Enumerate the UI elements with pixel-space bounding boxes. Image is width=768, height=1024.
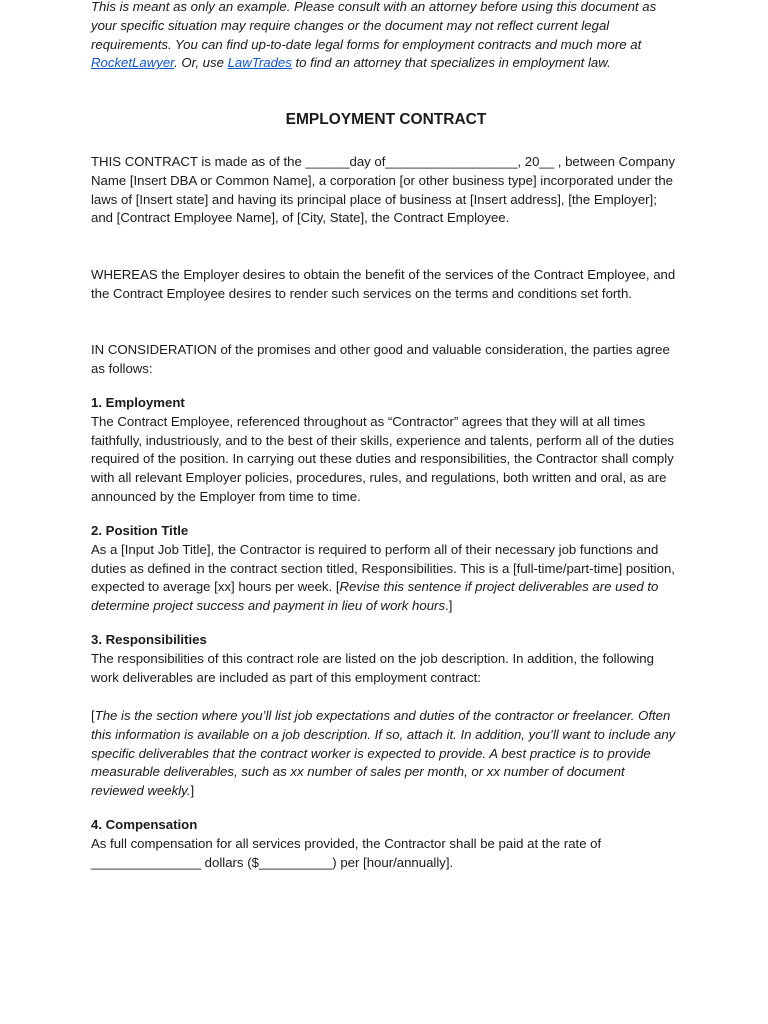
intro-paragraph: THIS CONTRACT is made as of the ______day of__________________, 20__ , between Company Name [Insert DBA or Common Name], a corporation [or other business type] incorporated under the laws of [Insert state] and having its principal place of business at [Insert address], [the Employer]; and [Contract Employee Name], of [City, State], the Contract Employee.: [91, 154, 676, 226]
note-close: ]: [190, 783, 195, 799]
section-body-employment: The Contract Employee, referenced throughout as “Contractor” agrees that they will at all times faithfully, industriously, and to the best of their skills, experience and talents, perform all of the duties required of the position. In carrying out these duties and responsibilities, the Contractor shall comply with all relevant Employer policies, procedures, rules, and regulations, both written and oral, as are announced by the Employer from time to time.: [91, 413, 674, 504]
section-heading-compensation: 4. Compensation: [91, 817, 198, 832]
section-body-responsibilities: The responsibilities of this contract role are listed on the job description. In addition, the following work deliverables are included as part of this employment contract:: [91, 650, 654, 685]
section-heading-position: 2. Position Title: [91, 523, 189, 538]
position-body-italic: Revise this sentence if project deliverables are used to determine project success and payment in lieu of work hours: [91, 579, 659, 614]
disclaimer-text-1: This is meant as only an example. Please consult with an attorney before using this document as your specific situation may require changes or the document may not reflect current legal requirements. You can find up-to-date legal forms for employment contracts and much more at: [91, 0, 657, 52]
whereas-paragraph: WHEREAS the Employer desires to obtain the benefit of the services of the Contract Employee, and the Contract Employee desires to render such services on the terms and conditions set forth.: [91, 267, 676, 301]
section-body-compensation: As full compensation for all services provided, the Contractor shall be paid at the rate of _______________ dollars ($__________) per [hour/annually].: [91, 835, 602, 870]
disclaimer-text-3: to find an attorney that specializes in employment law.: [291, 55, 611, 71]
section-body-position: [91, 541, 681, 616]
disclaimer-text-2: . Or, use: [174, 55, 228, 71]
note-italic: The is the section where you’ll list job expectations and duties of the contractor or freelancer. Often this information is available on a job description. If so, attach it. In addition, you’ll want to include any specific deliverables that the contract worker is expected to provide. A best practice is to provide measurable deliverables, such as xx number of sales per month, or xx number of document reviewed weekly.: [91, 708, 676, 799]
consideration-paragraph: IN CONSIDERATION of the promises and other good and valuable consideration, the parties agree as follows:: [91, 342, 670, 376]
note-open: [: [91, 708, 95, 723]
section-position: [91, 522, 681, 616]
section-compensation: [91, 816, 681, 872]
position-body-text: As a [Input Job Title], the Contractor is required to perform all of their necessary job functions and duties as defined in the contract section titled, Responsibilities. This is a [full-time/part-time] position, expected to average [xx] hours per week. [: [91, 541, 675, 595]
responsibilities-note: [91, 707, 681, 801]
section-responsibilities: [91, 631, 681, 687]
lawtrades-link[interactable]: LawTrades: [227, 55, 292, 71]
position-body-end: .]: [445, 598, 453, 614]
disclaimer-paragraph: [91, 0, 681, 73]
section-heading-responsibilities: 3. Responsibilities: [91, 632, 207, 647]
section-employment: [91, 394, 681, 507]
section-heading-employment: 1. Employment: [91, 395, 185, 410]
rocketlawyer-link[interactable]: RocketLawyer: [91, 55, 175, 71]
document-title: EMPLOYMENT CONTRACT: [285, 111, 487, 128]
